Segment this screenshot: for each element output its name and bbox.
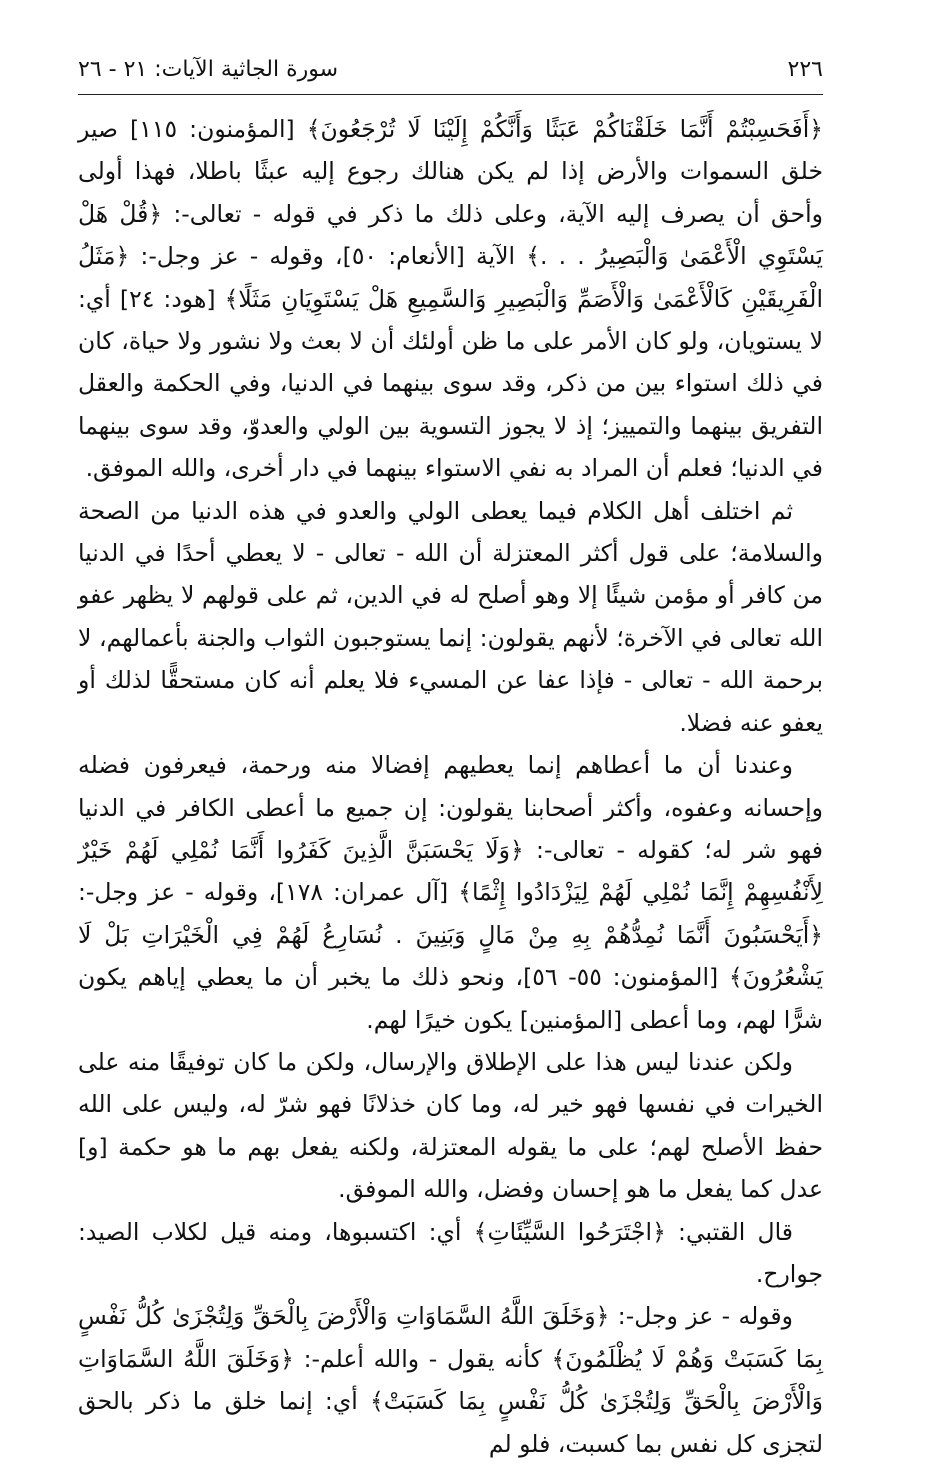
page-number: ٢٢٦ [787, 57, 823, 82]
paragraph: وعندنا أن ما أعطاهم إنما يعطيهم إفضالا منه ورحمة، فيعرفون فضله وإحسانه وعفوه، وأكثر أصحابنا يقولون: إن جميع ما أعطى الكافر في الدنيا فهو شر له؛ كقوله - تعالى-: ﴿وَلَا يَحْسَبَنَّ الَّذِينَ كَفَرُوا أَنَّمَا نُمْلِي لَهُمْ خَيْرٌ لِأَنْفُسِهِمْ إِنَّمَا نُمْلِي لَهُمْ لِيَزْدَادُوا إِثْمًا﴾ [آل عمران: ١٧٨]، وقوله - عز وجل-: ﴿أَيَحْسَبُونَ أَنَّمَا نُمِدُّهُمْ بِهِ مِنْ مَالٍ وَبَنِينَ . نُسَارِعُ لَهُمْ فِي الْخَيْرَاتِ بَلْ لَا يَشْعُرُونَ﴾ [المؤمنون: ٥٥- ٥٦]، ونحو ذلك ما يخبر أن ما يعطي إياهم يكون شرًّا لهم، وما أعطى [المؤمنين] يكون خيرًا لهم. [78, 751, 823, 1034]
paragraph: ثم اختلف أهل الكلام فيما يعطى الولي والعدو في هذه الدنيا من الصحة والسلامة؛ على قول أكثر المعتزلة أن الله - تعالى - لا يعطي أحدًا في الدنيا من كافر أو مؤمن شيئًا إلا وهو أصلح له في الدين، ثم على قولهم لا يظهر عفو الله تعالى في الآخرة؛ لأنهم يقولون: إنما يستوجبون الثواب والجنة بأعمالهم، لا برحمة الله - تعالى - فإذا عفا عن المسيء فلا يعلم أنه كان مستحقًّا لذلك أو يعفو عنه فضلا. [78, 496, 823, 737]
paragraph: ولكن عندنا ليس هذا على الإطلاق والإرسال، ولكن ما كان توفيقًا منه على الخيرات في نفسها فهو خير له، وما كان خذلانًا فهو شرّ له، وليس على الله حفظ الأصلح لهم؛ على ما يقوله المعتزلة، ولكنه يفعل بهم ما هو حكمة [و] عدل كما يفعل ما هو إحسان وفضل، والله الموفق. [78, 1047, 823, 1204]
paragraph: قال القتبي: ﴿اجْتَرَحُوا السَّيِّئَاتِ﴾ أي: اكتسبوها، ومنه قيل لكلاب الصيد: جوارح. [78, 1217, 823, 1288]
running-title: سورة الجاثية الآيات: ٢١ - ٢٦ [78, 57, 339, 82]
paragraph: وقوله - عز وجل-: ﴿وَخَلَقَ اللَّهُ السَّمَاوَاتِ وَالْأَرْضَ بِالْحَقِّ وَلِتُجْزَىٰ كُلُّ نَفْسٍ بِمَا كَسَبَتْ وَهُمْ لَا يُظْلَمُونَ﴾ كأنه يقول - والله أعلم-: ﴿وَخَلَقَ اللَّهُ السَّمَاوَاتِ وَالْأَرْضَ بِالْحَقِّ وَلِتُجْزَىٰ كُلُّ نَفْسٍ بِمَا كَسَبَتْ﴾ أي: إنما خلق ما ذكر بالحق لتجزى كل نفس بما كسبت، فلو لم [78, 1302, 823, 1458]
header-rule [78, 94, 823, 95]
page-body [78, 108, 823, 1465]
paragraph: ﴿أَفَحَسِبْتُمْ أَنَّمَا خَلَقْنَاكُمْ عَبَثًا وَأَنَّكُمْ إِلَيْنَا لَا تُرْجَعُونَ﴾ [المؤمنون: ١١٥] صير خلق السموات والأرض إذا لم يكن هنالك رجوع إليه عبثًا باطلا، فهذا أولى وأحق أن يصرف إليه الآية، وعلى ذلك ما ذكر في قوله - تعالى-: ﴿قُلْ هَلْ يَسْتَوِي الْأَعْمَىٰ وَالْبَصِيرُ . . .﴾ الآية [الأنعام: ٥٠]، وقوله - عز وجل-: ﴿مَثَلُ الْفَرِيقَيْنِ كَالْأَعْمَىٰ وَالْأَصَمِّ وَالْبَصِيرِ وَالسَّمِيعِ هَلْ يَسْتَوِيَانِ مَثَلًا﴾ [هود: ٢٤] أي: لا يستويان، ولو كان الأمر على ما ظن أولئك أن لا بعث ولا نشور ولا حياة، كان في ذلك استواء بين من ذكر، وقد سوى بينهما في الدنيا، وفي الحكمة والعقل التفريق بينهما والتمييز؛ إذ لا يجوز التسوية بين الولي والعدوّ، وقد سوى بينهما في الدنيا؛ فعلم أن المراد به نفي الاستواء بينهما في دار أخرى، والله الموفق. [78, 115, 823, 483]
page-header [78, 56, 823, 90]
